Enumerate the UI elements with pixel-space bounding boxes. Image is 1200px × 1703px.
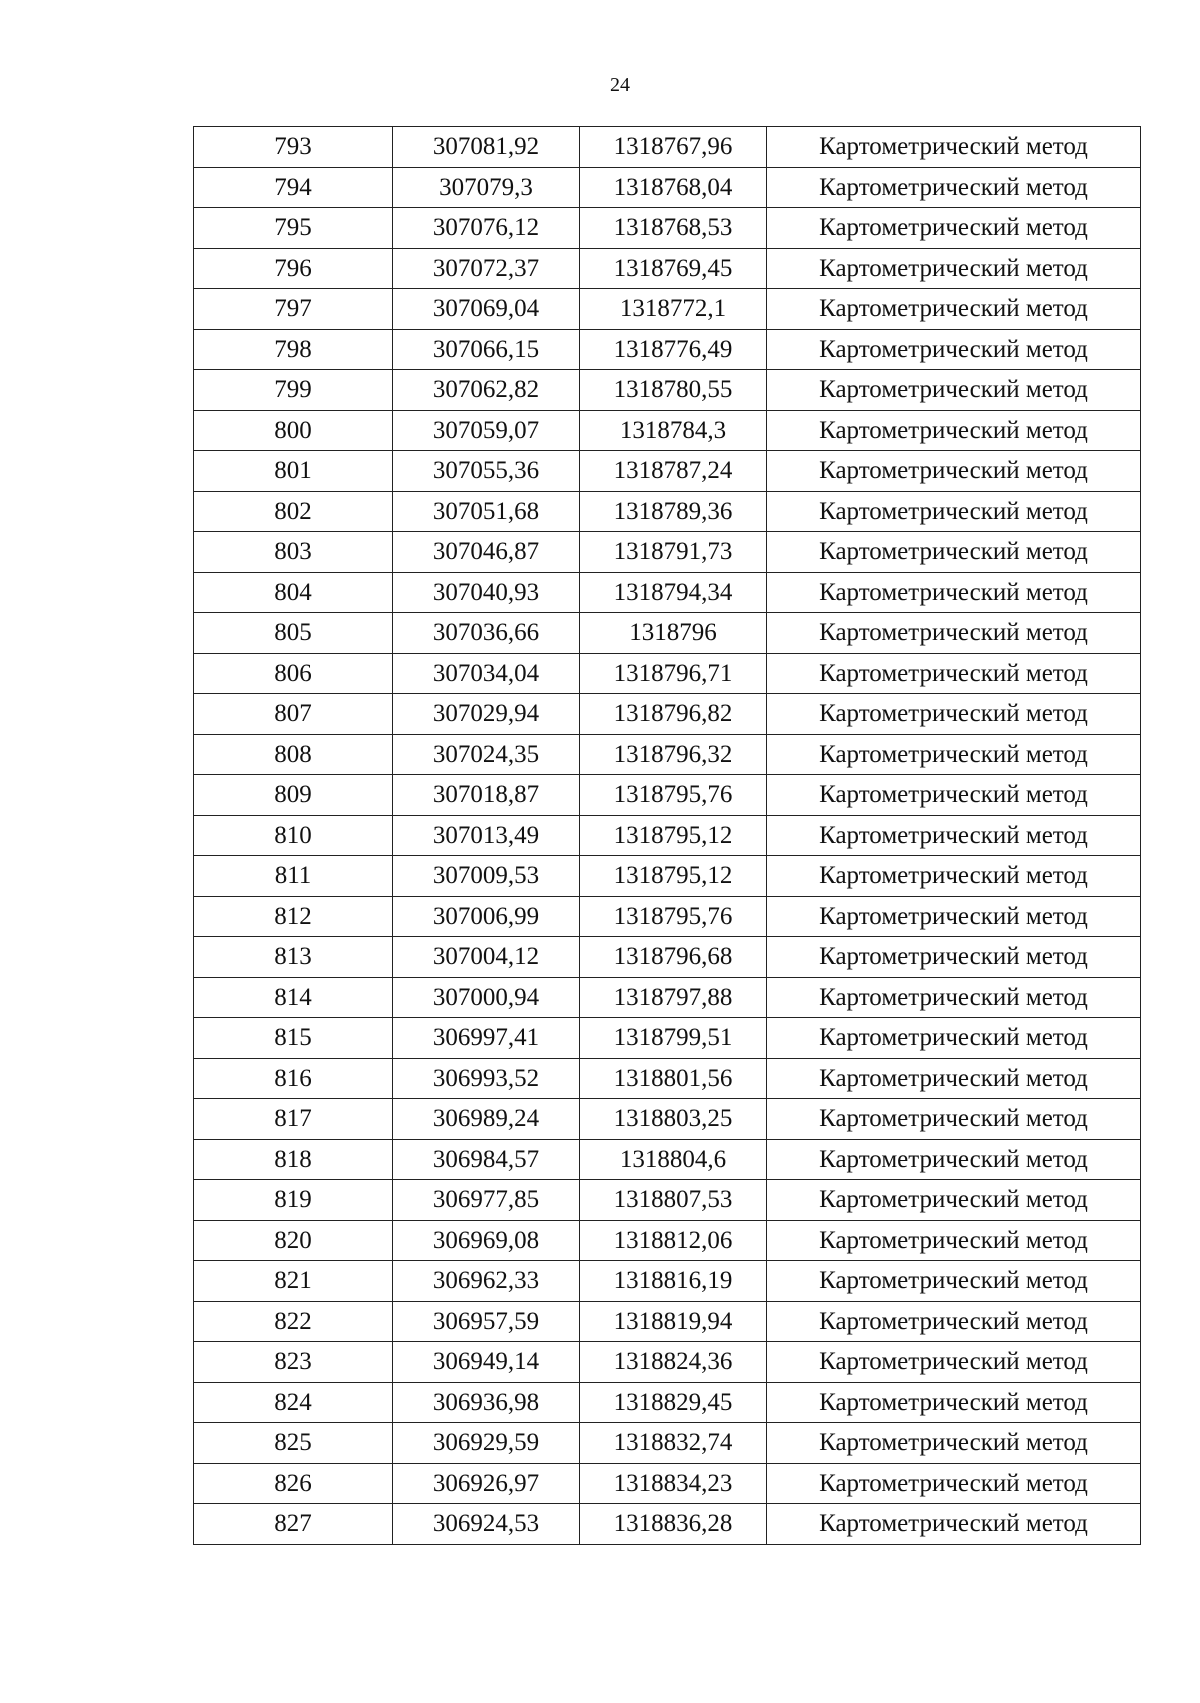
method-cell: Картометрический метод [767, 329, 1141, 370]
method-cell: Картометрический метод [767, 653, 1141, 694]
table-row [194, 1261, 1141, 1302]
method-cell: Картометрический метод [767, 289, 1141, 330]
method-cell: Картометрический метод [767, 1139, 1141, 1180]
y-coordinate-cell: 1318795,76 [580, 896, 767, 937]
method-cell: Картометрический метод [767, 451, 1141, 492]
x-coordinate-cell: 307018,87 [393, 775, 580, 816]
x-coordinate-cell: 306962,33 [393, 1261, 580, 1302]
method-cell: Картометрический метод [767, 694, 1141, 735]
point-number-cell: 810 [194, 815, 393, 856]
table-row [194, 815, 1141, 856]
table-row [194, 1463, 1141, 1504]
method-cell: Картометрический метод [767, 1463, 1141, 1504]
table-row [194, 1139, 1141, 1180]
y-coordinate-cell: 1318803,25 [580, 1099, 767, 1140]
method-cell: Картометрический метод [767, 937, 1141, 978]
coordinates-table [193, 126, 1141, 1545]
point-number-cell: 811 [194, 856, 393, 897]
point-number-cell: 813 [194, 937, 393, 978]
y-coordinate-cell: 1318768,53 [580, 208, 767, 249]
method-cell: Картометрический метод [767, 410, 1141, 451]
point-number-cell: 814 [194, 977, 393, 1018]
y-coordinate-cell: 1318796,82 [580, 694, 767, 735]
table-row [194, 167, 1141, 208]
coordinates-table-body [194, 127, 1141, 1545]
x-coordinate-cell: 307029,94 [393, 694, 580, 735]
table-row [194, 613, 1141, 654]
table-row [194, 329, 1141, 370]
y-coordinate-cell: 1318804,6 [580, 1139, 767, 1180]
table-row [194, 1423, 1141, 1464]
x-coordinate-cell: 306936,98 [393, 1382, 580, 1423]
x-coordinate-cell: 307034,04 [393, 653, 580, 694]
point-number-cell: 824 [194, 1382, 393, 1423]
table-row [194, 1301, 1141, 1342]
point-number-cell: 823 [194, 1342, 393, 1383]
method-cell: Картометрический метод [767, 572, 1141, 613]
point-number-cell: 798 [194, 329, 393, 370]
y-coordinate-cell: 1318816,19 [580, 1261, 767, 1302]
point-number-cell: 801 [194, 451, 393, 492]
y-coordinate-cell: 1318795,12 [580, 856, 767, 897]
table-row [194, 653, 1141, 694]
table-row [194, 289, 1141, 330]
method-cell: Картометрический метод [767, 1301, 1141, 1342]
table-row [194, 977, 1141, 1018]
x-coordinate-cell: 307081,92 [393, 127, 580, 168]
method-cell: Картометрический метод [767, 248, 1141, 289]
method-cell: Картометрический метод [767, 127, 1141, 168]
y-coordinate-cell: 1318832,74 [580, 1423, 767, 1464]
y-coordinate-cell: 1318795,76 [580, 775, 767, 816]
table-row [194, 856, 1141, 897]
x-coordinate-cell: 307059,07 [393, 410, 580, 451]
table-row [194, 572, 1141, 613]
table-row [194, 1220, 1141, 1261]
y-coordinate-cell: 1318772,1 [580, 289, 767, 330]
y-coordinate-cell: 1318794,34 [580, 572, 767, 613]
x-coordinate-cell: 306993,52 [393, 1058, 580, 1099]
y-coordinate-cell: 1318796 [580, 613, 767, 654]
table-row [194, 896, 1141, 937]
point-number-cell: 793 [194, 127, 393, 168]
table-row [194, 1018, 1141, 1059]
point-number-cell: 809 [194, 775, 393, 816]
y-coordinate-cell: 1318784,3 [580, 410, 767, 451]
y-coordinate-cell: 1318836,28 [580, 1504, 767, 1545]
y-coordinate-cell: 1318796,32 [580, 734, 767, 775]
table-row [194, 248, 1141, 289]
table-row [194, 694, 1141, 735]
x-coordinate-cell: 307046,87 [393, 532, 580, 573]
table-row [194, 775, 1141, 816]
x-coordinate-cell: 307076,12 [393, 208, 580, 249]
x-coordinate-cell: 307009,53 [393, 856, 580, 897]
x-coordinate-cell: 307024,35 [393, 734, 580, 775]
method-cell: Картометрический метод [767, 734, 1141, 775]
y-coordinate-cell: 1318791,73 [580, 532, 767, 573]
page-number: 24 [610, 74, 630, 96]
x-coordinate-cell: 307006,99 [393, 896, 580, 937]
y-coordinate-cell: 1318795,12 [580, 815, 767, 856]
method-cell: Картометрический метод [767, 1099, 1141, 1140]
table-row [194, 410, 1141, 451]
x-coordinate-cell: 306929,59 [393, 1423, 580, 1464]
point-number-cell: 797 [194, 289, 393, 330]
x-coordinate-cell: 307066,15 [393, 329, 580, 370]
x-coordinate-cell: 307069,04 [393, 289, 580, 330]
x-coordinate-cell: 306924,53 [393, 1504, 580, 1545]
x-coordinate-cell: 306957,59 [393, 1301, 580, 1342]
x-coordinate-cell: 307000,94 [393, 977, 580, 1018]
method-cell: Картометрический метод [767, 815, 1141, 856]
point-number-cell: 827 [194, 1504, 393, 1545]
y-coordinate-cell: 1318796,71 [580, 653, 767, 694]
table-row [194, 1382, 1141, 1423]
method-cell: Картометрический метод [767, 208, 1141, 249]
method-cell: Картометрический метод [767, 1058, 1141, 1099]
x-coordinate-cell: 307036,66 [393, 613, 580, 654]
table-row [194, 208, 1141, 249]
point-number-cell: 821 [194, 1261, 393, 1302]
x-coordinate-cell: 306989,24 [393, 1099, 580, 1140]
x-coordinate-cell: 307055,36 [393, 451, 580, 492]
point-number-cell: 799 [194, 370, 393, 411]
y-coordinate-cell: 1318807,53 [580, 1180, 767, 1221]
point-number-cell: 818 [194, 1139, 393, 1180]
point-number-cell: 826 [194, 1463, 393, 1504]
x-coordinate-cell: 307072,37 [393, 248, 580, 289]
method-cell: Картометрический метод [767, 613, 1141, 654]
point-number-cell: 800 [194, 410, 393, 451]
x-coordinate-cell: 306977,85 [393, 1180, 580, 1221]
y-coordinate-cell: 1318797,88 [580, 977, 767, 1018]
method-cell: Картометрический метод [767, 167, 1141, 208]
point-number-cell: 808 [194, 734, 393, 775]
method-cell: Картометрический метод [767, 1261, 1141, 1302]
table-row [194, 1180, 1141, 1221]
y-coordinate-cell: 1318767,96 [580, 127, 767, 168]
method-cell: Картометрический метод [767, 896, 1141, 937]
table-row [194, 1058, 1141, 1099]
table-row [194, 491, 1141, 532]
y-coordinate-cell: 1318834,23 [580, 1463, 767, 1504]
point-number-cell: 794 [194, 167, 393, 208]
table-row [194, 734, 1141, 775]
x-coordinate-cell: 307062,82 [393, 370, 580, 411]
point-number-cell: 820 [194, 1220, 393, 1261]
x-coordinate-cell: 307040,93 [393, 572, 580, 613]
point-number-cell: 825 [194, 1423, 393, 1464]
y-coordinate-cell: 1318768,04 [580, 167, 767, 208]
method-cell: Картометрический метод [767, 370, 1141, 411]
point-number-cell: 803 [194, 532, 393, 573]
y-coordinate-cell: 1318801,56 [580, 1058, 767, 1099]
table-row [194, 1342, 1141, 1383]
point-number-cell: 807 [194, 694, 393, 735]
method-cell: Картометрический метод [767, 1382, 1141, 1423]
table-row [194, 532, 1141, 573]
table-row [194, 937, 1141, 978]
method-cell: Картометрический метод [767, 1220, 1141, 1261]
x-coordinate-cell: 307051,68 [393, 491, 580, 532]
point-number-cell: 819 [194, 1180, 393, 1221]
y-coordinate-cell: 1318812,06 [580, 1220, 767, 1261]
y-coordinate-cell: 1318769,45 [580, 248, 767, 289]
point-number-cell: 806 [194, 653, 393, 694]
x-coordinate-cell: 306997,41 [393, 1018, 580, 1059]
table-row [194, 370, 1141, 411]
x-coordinate-cell: 306949,14 [393, 1342, 580, 1383]
x-coordinate-cell: 306926,97 [393, 1463, 580, 1504]
y-coordinate-cell: 1318799,51 [580, 1018, 767, 1059]
method-cell: Картометрический метод [767, 856, 1141, 897]
method-cell: Картометрический метод [767, 977, 1141, 1018]
y-coordinate-cell: 1318819,94 [580, 1301, 767, 1342]
method-cell: Картометрический метод [767, 775, 1141, 816]
x-coordinate-cell: 306984,57 [393, 1139, 580, 1180]
y-coordinate-cell: 1318776,49 [580, 329, 767, 370]
y-coordinate-cell: 1318789,36 [580, 491, 767, 532]
point-number-cell: 795 [194, 208, 393, 249]
table-row [194, 127, 1141, 168]
point-number-cell: 796 [194, 248, 393, 289]
method-cell: Картометрический метод [767, 532, 1141, 573]
method-cell: Картометрический метод [767, 1180, 1141, 1221]
point-number-cell: 812 [194, 896, 393, 937]
y-coordinate-cell: 1318824,36 [580, 1342, 767, 1383]
point-number-cell: 804 [194, 572, 393, 613]
method-cell: Картометрический метод [767, 1018, 1141, 1059]
x-coordinate-cell: 307013,49 [393, 815, 580, 856]
method-cell: Картометрический метод [767, 1342, 1141, 1383]
table-row [194, 1504, 1141, 1545]
y-coordinate-cell: 1318829,45 [580, 1382, 767, 1423]
x-coordinate-cell: 307004,12 [393, 937, 580, 978]
x-coordinate-cell: 306969,08 [393, 1220, 580, 1261]
x-coordinate-cell: 307079,3 [393, 167, 580, 208]
point-number-cell: 802 [194, 491, 393, 532]
point-number-cell: 815 [194, 1018, 393, 1059]
point-number-cell: 817 [194, 1099, 393, 1140]
method-cell: Картометрический метод [767, 1423, 1141, 1464]
point-number-cell: 822 [194, 1301, 393, 1342]
y-coordinate-cell: 1318796,68 [580, 937, 767, 978]
y-coordinate-cell: 1318787,24 [580, 451, 767, 492]
method-cell: Картометрический метод [767, 1504, 1141, 1545]
table-row [194, 1099, 1141, 1140]
y-coordinate-cell: 1318780,55 [580, 370, 767, 411]
point-number-cell: 805 [194, 613, 393, 654]
point-number-cell: 816 [194, 1058, 393, 1099]
table-row [194, 451, 1141, 492]
method-cell: Картометрический метод [767, 491, 1141, 532]
